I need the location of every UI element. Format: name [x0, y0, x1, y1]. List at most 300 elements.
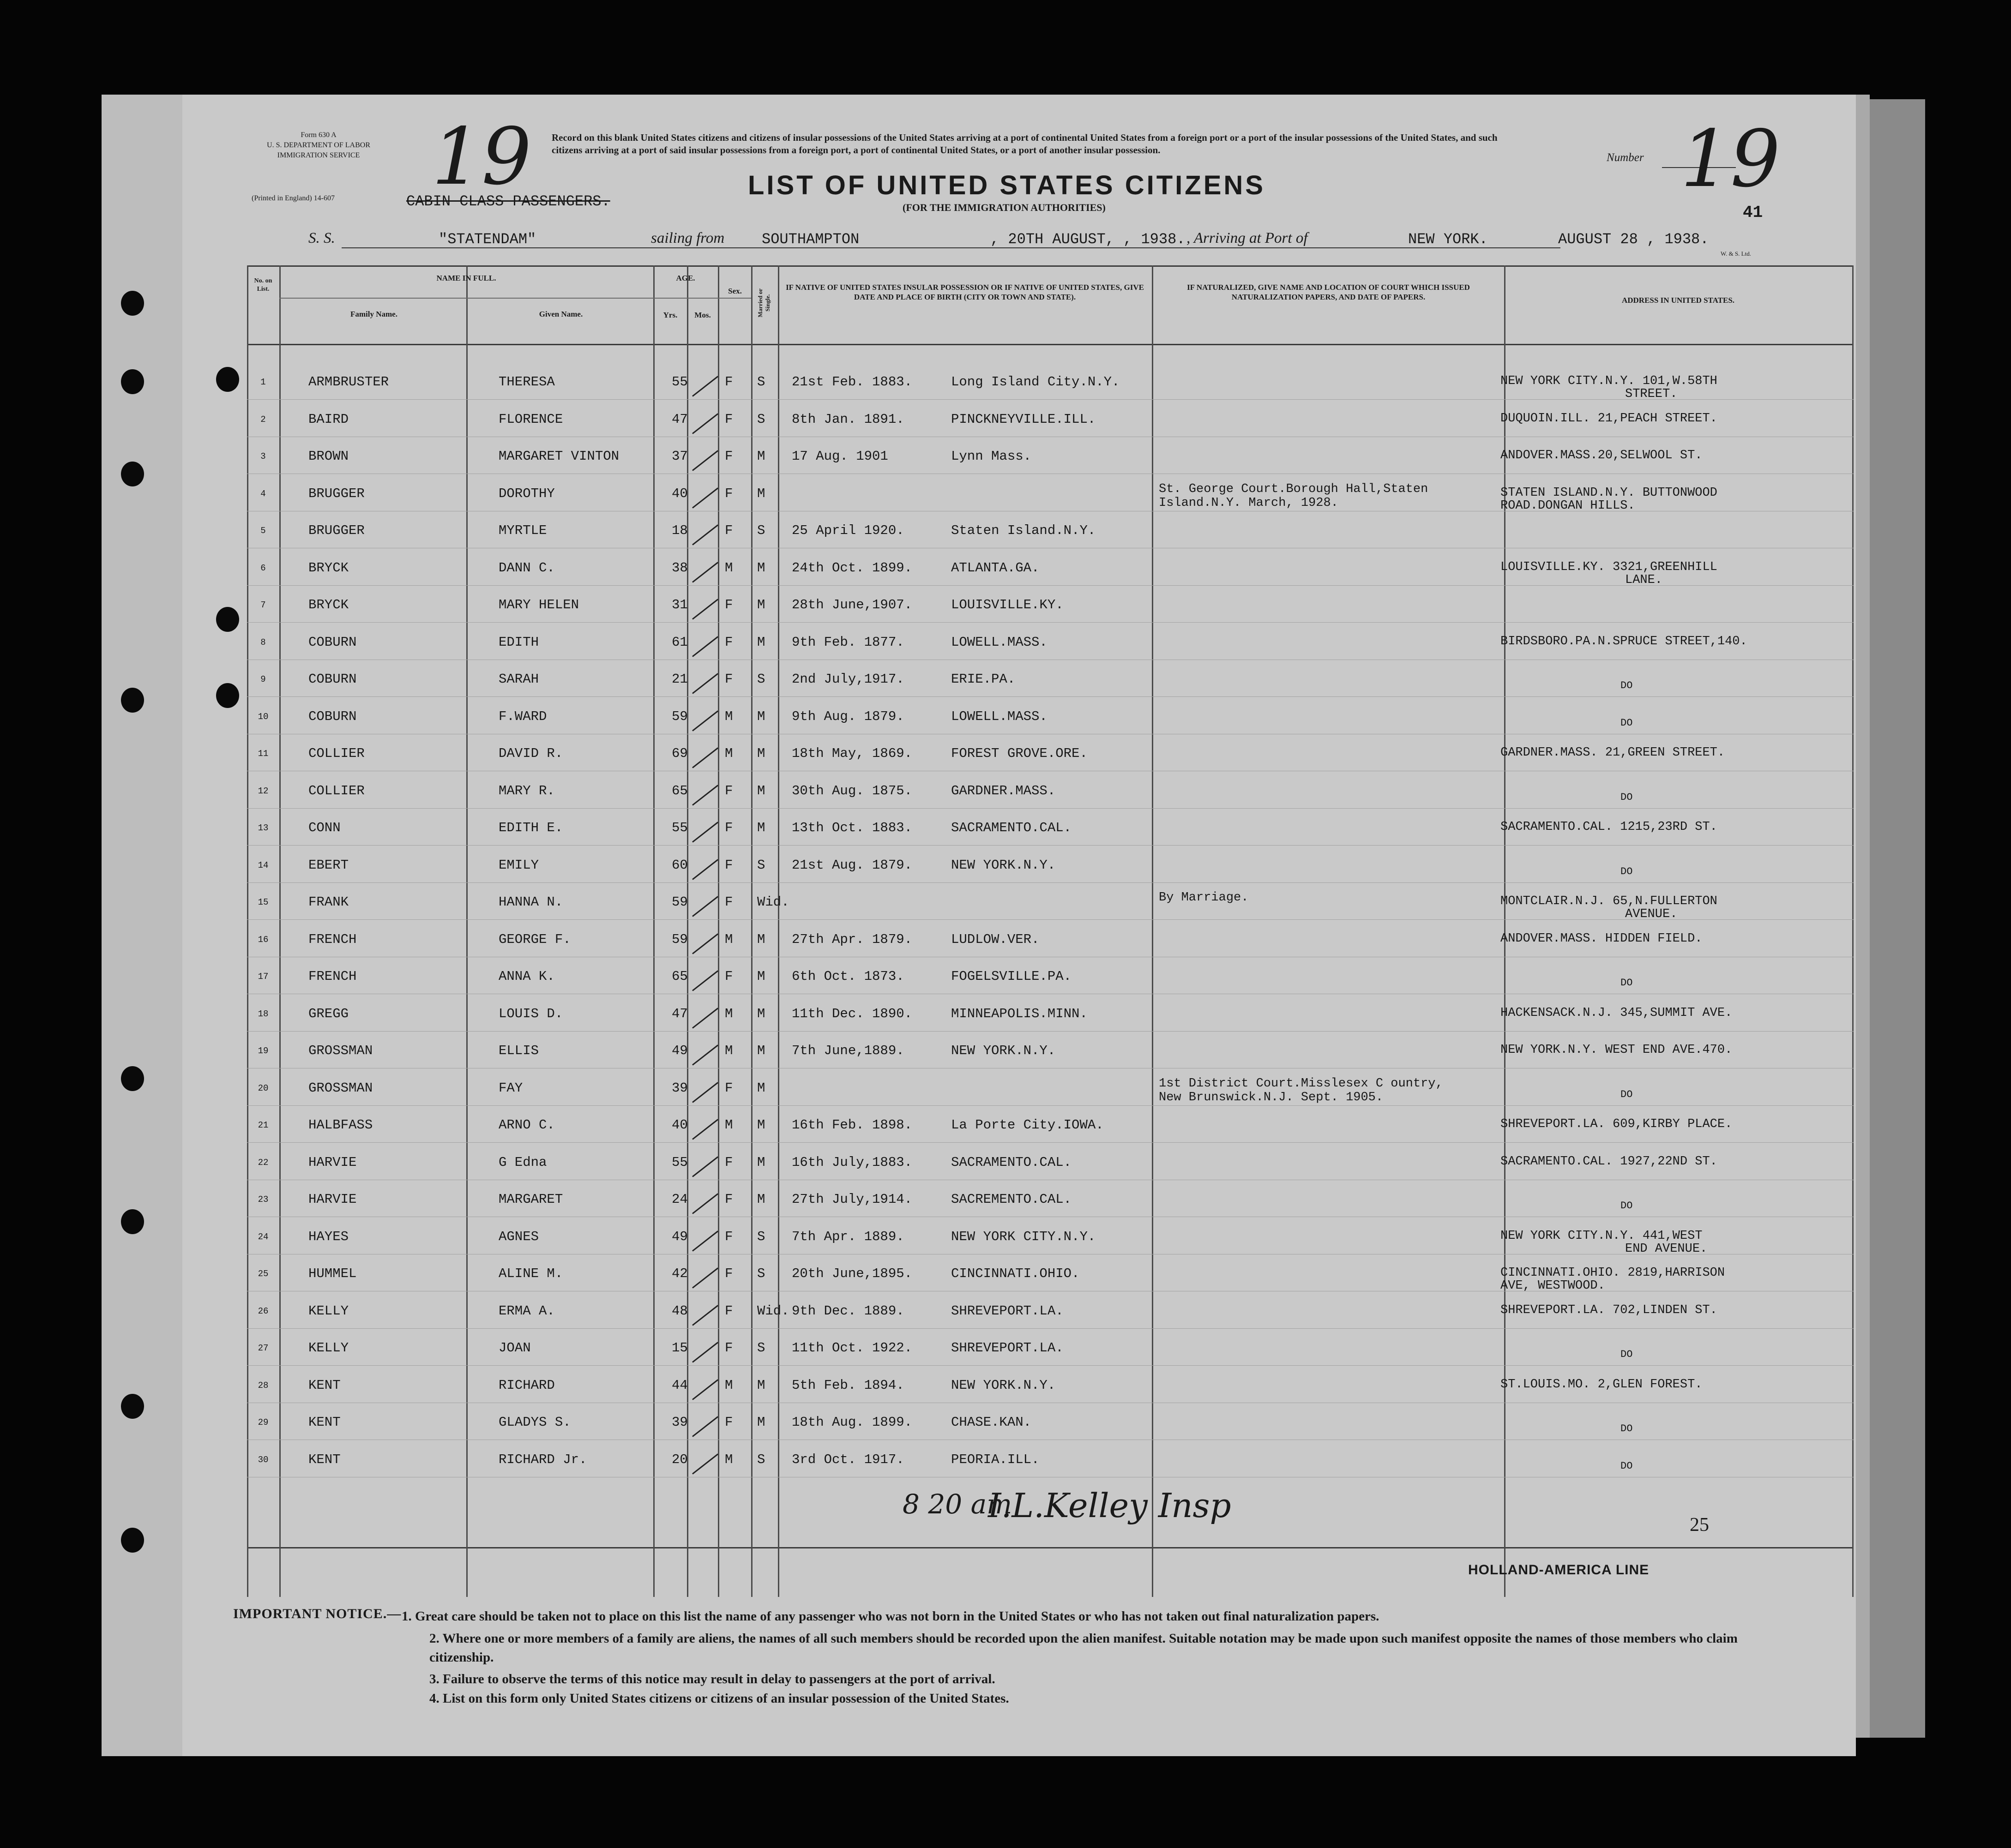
marital-status: M	[757, 1415, 765, 1430]
family-name: KELLY	[308, 1303, 349, 1319]
row-number: 17	[258, 972, 269, 982]
notice-2: 2. Where one or more members of a family are aliens, the names of all such members should be recorded upon the alien manifest. Suitable notation may be made upon such manifest opposite the names of those members who claim citizenship.	[429, 1631, 1738, 1665]
age-years: 55	[672, 374, 688, 390]
birth-date: 25 April 1920.	[792, 523, 904, 538]
marital-status: M	[757, 708, 765, 724]
birth-date: 5th Feb. 1894.	[792, 1377, 904, 1393]
birth-place: LOUISVILLE.KY.	[951, 597, 1064, 612]
family-name: COBURN	[308, 672, 357, 687]
given-name: SARAH	[499, 672, 539, 687]
notice-3: 3. Failure to observe the terms of this notice may result in delay to passengers at the port of arrival.	[429, 1672, 995, 1686]
sex: F	[725, 1229, 733, 1244]
birth-date: 16th Feb. 1898.	[792, 1117, 913, 1133]
address-line-1: CINCINNATI.OHIO. 2819,HARRISON	[1500, 1266, 1725, 1280]
column-divider	[1852, 265, 1854, 1597]
row-number: 29	[258, 1417, 269, 1428]
row-number: 27	[258, 1343, 269, 1353]
page-number: 25	[1690, 1514, 1709, 1536]
age-years: 42	[672, 1266, 688, 1281]
age-years: 38	[672, 560, 688, 576]
row-number: 28	[258, 1380, 269, 1391]
address-line-1: GARDNER.MASS. 21,GREEN STREET.	[1500, 746, 1725, 760]
given-name: LOUIS D.	[499, 1006, 563, 1021]
row-rule	[247, 399, 1854, 400]
row-number: 20	[258, 1083, 269, 1093]
instruction-text: Record on this blank United States citizens and citizens of insular possessions of the United States arriving at a port of continental United States from a foreign port or a port of the insular possessions of the United States, and such citizens arriving at a port of said insular possessions from a foreign port, a port of continental United States, or a port of another insular possession.	[552, 132, 1498, 156]
address-line-1: DO	[1620, 791, 1633, 803]
row-number: 24	[258, 1231, 269, 1242]
number-handwritten: 19	[1680, 114, 1781, 205]
inspector-signature: I.L.Kelley Insp	[988, 1486, 1231, 1525]
family-name: KENT	[308, 1415, 341, 1430]
family-name: BAIRD	[308, 411, 349, 427]
sex: F	[725, 523, 733, 538]
row-number: 11	[258, 749, 269, 759]
naturalization-date: Island.N.Y. March, 1928.	[1159, 496, 1338, 510]
birth-date: 11th Oct. 1922.	[792, 1340, 913, 1356]
sex: F	[725, 1192, 733, 1207]
address-line-1: ANDOVER.MASS.20,SELWOOL ST.	[1500, 449, 1703, 462]
address-line-2: END AVENUE.	[1625, 1242, 1708, 1256]
birth-place: MINNEAPOLIS.MINN.	[951, 1006, 1088, 1021]
given-name: MARY HELEN	[499, 597, 579, 612]
family-name: HUMMEL	[308, 1266, 357, 1281]
address-line-2: AVE, WESTWOOD.	[1500, 1279, 1605, 1293]
naturalization-date: New Brunswick.N.J. Sept. 1905.	[1159, 1090, 1384, 1104]
given-name: ARNO C.	[499, 1117, 555, 1133]
birth-place: CHASE.KAN.	[951, 1415, 1032, 1430]
address-line-1: BIRDSBORO.PA.N.SPRUCE STREET,140.	[1500, 634, 1747, 648]
age-years: 39	[672, 1415, 688, 1430]
birth-date: 30th Aug. 1875.	[792, 783, 913, 798]
birth-date: 3rd Oct. 1917.	[792, 1452, 904, 1467]
address-line-1: SHREVEPORT.LA. 702,LINDEN ST.	[1500, 1303, 1717, 1317]
birth-place: FOGELSVILLE.PA.	[951, 969, 1072, 984]
address-line-1: DO	[1620, 1200, 1633, 1212]
birth-date: 18th May, 1869.	[792, 746, 913, 761]
birth-place: SACREMENTO.CAL.	[951, 1192, 1072, 1207]
birth-date: 16th July,1883.	[792, 1154, 913, 1170]
arriving-label: , Arriving at Port of	[1186, 230, 1308, 246]
sex: F	[725, 783, 733, 798]
address-line-1: DO	[1620, 865, 1633, 877]
binding-strip	[102, 95, 182, 1756]
family-name: FRENCH	[308, 931, 357, 947]
given-name: EDITH	[499, 634, 539, 650]
row-rule	[247, 808, 1854, 809]
marital-status: M	[757, 1080, 765, 1096]
birth-place: SHREVEPORT.LA.	[951, 1340, 1064, 1356]
birth-date: 18th Aug. 1899.	[792, 1415, 913, 1430]
age-years: 37	[672, 449, 688, 464]
col-header-yrs: Yrs.	[663, 311, 678, 319]
row-number: 30	[258, 1454, 269, 1465]
given-name: ELLIS	[499, 1043, 539, 1058]
sex: F	[725, 449, 733, 464]
address-line-1: DO	[1620, 977, 1633, 989]
row-number: 13	[258, 823, 269, 833]
given-name: ANNA K.	[499, 969, 555, 984]
given-name: MARY R.	[499, 783, 555, 798]
birth-place: ERIE.PA.	[951, 672, 1016, 687]
address-line-1: NEW YORK CITY.N.Y. 101,W.58TH	[1500, 374, 1717, 388]
address-line-1: STATEN ISLAND.N.Y. BUTTONWOOD	[1500, 486, 1717, 500]
table-top-border	[247, 265, 1854, 267]
row-number: 21	[258, 1120, 269, 1130]
age-years: 39	[672, 1080, 688, 1096]
age-years: 69	[672, 746, 688, 761]
sex: F	[725, 894, 733, 910]
birth-place: FOREST GROVE.ORE.	[951, 746, 1088, 761]
sex: M	[725, 560, 733, 576]
printed-note: (Printed in England) 14-607	[252, 194, 335, 202]
given-name: EMILY	[499, 857, 539, 873]
number-label: Number	[1607, 151, 1644, 164]
address-line-1: DO	[1620, 1088, 1633, 1100]
row-rule	[247, 882, 1854, 883]
birth-date: 24th Oct. 1899.	[792, 560, 913, 576]
address-line-1: DO	[1620, 1423, 1633, 1434]
ship-name: "STATENDAM"	[439, 231, 536, 248]
address-line-1: ANDOVER.MASS. HIDDEN FIELD.	[1500, 931, 1703, 946]
given-name: RICHARD	[499, 1377, 555, 1393]
age-years: 65	[672, 783, 688, 798]
marital-status: Wid.	[757, 894, 789, 910]
address-line-1: LOUISVILLE.KY. 3321,GREENHILL	[1500, 560, 1717, 574]
notice-label: IMPORTANT NOTICE.—	[233, 1606, 402, 1621]
column-divider	[1152, 265, 1153, 1597]
birth-date: 7th Apr. 1889.	[792, 1229, 904, 1244]
marital-status: S	[757, 1452, 765, 1467]
table-header-border	[247, 344, 1854, 345]
marital-status: M	[757, 1154, 765, 1170]
marital-status: Wid.	[757, 1303, 789, 1319]
address-line-1: NEW YORK.N.Y. WEST END AVE.470.	[1500, 1043, 1733, 1057]
binder-hole	[121, 1394, 144, 1419]
service: IMMIGRATION SERVICE	[277, 151, 360, 159]
birth-date: 27th July,1914.	[792, 1192, 913, 1207]
row-number: 3	[260, 451, 266, 462]
marital-status: M	[757, 820, 765, 835]
family-name: GROSSMAN	[308, 1080, 373, 1096]
column-divider	[751, 265, 753, 1597]
age-years: 65	[672, 969, 688, 984]
page-subtitle: (FOR THE IMMIGRATION AUTHORITIES)	[903, 202, 1106, 213]
sex: F	[725, 411, 733, 427]
binder-hole	[121, 291, 144, 316]
row-number: 6	[260, 563, 266, 573]
page-stamp: 41	[1743, 203, 1763, 222]
given-name: MARGARET VINTON	[499, 449, 620, 464]
birth-date: 8th Jan. 1891.	[792, 411, 904, 427]
age-years: 59	[672, 894, 688, 910]
column-divider	[718, 265, 719, 1597]
col-header-sex: Sex.	[728, 287, 742, 295]
row-number: 5	[260, 526, 266, 536]
binder-hole	[121, 1528, 144, 1553]
sex: F	[725, 820, 733, 835]
time-note-handwritten: 8 20 am	[903, 1488, 1012, 1520]
birth-date: 13th Oct. 1883.	[792, 820, 913, 835]
family-name: HARVIE	[308, 1154, 357, 1170]
age-years: 18	[672, 523, 688, 538]
birth-place: SACRAMENTO.CAL.	[951, 1154, 1072, 1170]
naturalization-court: 1st District Court.Misslesex C ountry,	[1159, 1076, 1443, 1091]
address-line-2: STREET.	[1625, 387, 1678, 401]
row-rule	[247, 622, 1854, 623]
marital-status: M	[757, 1006, 765, 1021]
row-number: 14	[258, 860, 269, 870]
family-name: GROSSMAN	[308, 1043, 373, 1058]
given-name: THERESA	[499, 374, 555, 390]
birth-place: NEW YORK.N.Y.	[951, 1377, 1056, 1393]
page-title: LIST OF UNITED STATES CITIZENS	[748, 170, 1265, 200]
family-name: GREGG	[308, 1006, 349, 1021]
shipping-line: HOLLAND-AMERICA LINE	[1468, 1562, 1650, 1578]
row-rule	[247, 1328, 1854, 1329]
birth-date: 6th Oct. 1873.	[792, 969, 904, 984]
column-divider	[778, 265, 779, 1597]
column-divider	[466, 265, 468, 1597]
row-number: 22	[258, 1157, 269, 1168]
family-name: BRYCK	[308, 597, 349, 612]
sex: F	[725, 597, 733, 612]
age-years: 49	[672, 1229, 688, 1244]
sex: M	[725, 1117, 733, 1133]
age-years: 59	[672, 708, 688, 724]
row-number: 19	[258, 1046, 269, 1056]
family-name: KENT	[308, 1452, 341, 1467]
address-line-1: DUQUOIN.ILL. 21,PEACH STREET.	[1500, 411, 1717, 426]
sheet-number-handwritten: 19	[432, 111, 532, 203]
row-number: 26	[258, 1306, 269, 1316]
row-number: 7	[260, 600, 266, 610]
marital-status: S	[757, 1266, 765, 1281]
sex: F	[725, 1415, 733, 1430]
family-name: BRUGGER	[308, 486, 365, 501]
family-name: HAYES	[308, 1229, 349, 1244]
binder-hole	[121, 369, 144, 394]
col-header-family: Family Name.	[350, 310, 397, 318]
address-line-2: ROAD.DONGAN HILLS.	[1500, 498, 1635, 513]
family-name: HALBFASS	[308, 1117, 373, 1133]
row-rule	[247, 1365, 1854, 1366]
birth-place: La Porte City.IOWA.	[951, 1117, 1104, 1133]
marital-status: M	[757, 560, 765, 576]
row-rule	[247, 696, 1854, 697]
marital-status: S	[757, 1229, 765, 1244]
marital-status: S	[757, 374, 765, 390]
address-line-1: DO	[1620, 680, 1633, 691]
birth-place: CINCINNATI.OHIO.	[951, 1266, 1080, 1281]
marital-status: M	[757, 969, 765, 984]
age-years: 20	[672, 1452, 688, 1467]
age-years: 44	[672, 1377, 688, 1393]
sex: F	[725, 486, 733, 501]
age-years: 21	[672, 672, 688, 687]
birth-place: NEW YORK.N.Y.	[951, 1043, 1056, 1058]
given-name: MYRTLE	[499, 523, 547, 538]
birth-place: NEW YORK.N.Y.	[951, 857, 1056, 873]
column-divider	[247, 265, 248, 1597]
address-line-1: SACRAMENTO.CAL. 1927,22ND ST.	[1500, 1154, 1717, 1169]
age-years: 60	[672, 857, 688, 873]
address-line-1: ST.LOUIS.MO. 2,GLEN FOREST.	[1500, 1377, 1703, 1392]
sex: F	[725, 1303, 733, 1319]
sex: F	[725, 1080, 733, 1096]
age-years: 31	[672, 597, 688, 612]
address-line-1: NEW YORK CITY.N.Y. 441,WEST	[1500, 1229, 1703, 1243]
marital-status: M	[757, 746, 765, 761]
given-name: HANNA N.	[499, 894, 563, 910]
age-years: 47	[672, 411, 688, 427]
sex: M	[725, 1452, 733, 1467]
sex: M	[725, 1377, 733, 1393]
given-name: FAY	[499, 1080, 523, 1096]
birth-date: 9th Dec. 1889.	[792, 1303, 904, 1319]
row-number: 10	[258, 711, 269, 722]
marital-status: M	[757, 1117, 765, 1133]
sex: M	[725, 1043, 733, 1058]
age-years: 48	[672, 1303, 688, 1319]
marital-status: M	[757, 1192, 765, 1207]
given-name: AGNES	[499, 1229, 539, 1244]
binder-hole	[121, 1209, 144, 1234]
col-header-address: ADDRESS IN UNITED STATES.	[1621, 296, 1735, 305]
birth-date: 20th June,1895.	[792, 1266, 913, 1281]
address-line-1: MONTCLAIR.N.J. 65,N.FULLERTON	[1500, 894, 1717, 908]
age-years: 61	[672, 634, 688, 650]
birth-date: 9th Feb. 1877.	[792, 634, 904, 650]
row-number: 18	[258, 1008, 269, 1019]
col-header-no: No. on List.	[254, 277, 272, 293]
family-name: CONN	[308, 820, 341, 835]
family-name: COBURN	[308, 634, 357, 650]
naturalization-court: St. George Court.Borough Hall,Staten	[1159, 482, 1428, 496]
sex: M	[725, 1006, 733, 1021]
sex: F	[725, 969, 733, 984]
age-years: 55	[672, 820, 688, 835]
from-port: SOUTHAMPTON	[762, 231, 860, 248]
family-name: FRANK	[308, 894, 349, 910]
form-number: Form 630 A	[301, 131, 337, 139]
row-rule	[247, 845, 1854, 846]
birth-place: PINCKNEYVILLE.ILL.	[951, 411, 1096, 427]
col-header-mos: Mos.	[694, 311, 711, 319]
marital-status: S	[757, 411, 765, 427]
age-years: 59	[672, 931, 688, 947]
birth-date: 27th Apr. 1879.	[792, 931, 913, 947]
sex: M	[725, 746, 733, 761]
address-line-1: DO	[1620, 1460, 1633, 1472]
binder-hole	[216, 367, 239, 392]
address-line-1: SHREVEPORT.LA. 609,KIRBY PLACE.	[1500, 1117, 1733, 1131]
given-name: DANN C.	[499, 560, 555, 576]
naturalization-court: By Marriage.	[1159, 891, 1249, 905]
col-header-birth: IF NATIVE OF UNITED STATES INSULAR POSSESSION OR IF NATIVE OF UNITED STATES, GIVE DATE AND PLACE OF BIRTH (CITY OR TOWN AND STATE).	[786, 283, 1144, 302]
family-name: COLLIER	[308, 746, 365, 761]
birth-place: SACRAMENTO.CAL.	[951, 820, 1072, 835]
column-divider	[687, 265, 688, 1597]
department: U. S. DEPARTMENT OF LABOR	[267, 141, 370, 149]
marital-status: M	[757, 597, 765, 612]
row-number: 25	[258, 1269, 269, 1279]
family-name: HARVIE	[308, 1192, 357, 1207]
row-rule	[247, 1105, 1854, 1106]
birth-place: Long Island City.N.Y.	[951, 374, 1120, 390]
family-name: COBURN	[308, 708, 357, 724]
binder-hole	[121, 1066, 144, 1091]
row-number: 12	[258, 786, 269, 796]
row-number: 23	[258, 1194, 269, 1205]
col-header-married: Married or Single.	[756, 288, 771, 318]
birth-place: Lynn Mass.	[951, 449, 1032, 464]
age-years: 49	[672, 1043, 688, 1058]
row-number: 1	[260, 377, 266, 387]
column-divider	[279, 265, 281, 1597]
age-years: 40	[672, 486, 688, 501]
class-label: CABIN CLASS PASSENGERS.	[406, 193, 610, 210]
family-name: EBERT	[308, 857, 349, 873]
row-rule	[247, 919, 1854, 920]
birth-place: NEW YORK CITY.N.Y.	[951, 1229, 1096, 1244]
sex: F	[725, 1266, 733, 1281]
table-bottom-border	[247, 1547, 1854, 1548]
notice-1: 1. Great care should be taken not to place on this list the name of any passenger who was not born in the United States or who has not taken out final naturalization papers.	[402, 1609, 1379, 1624]
row-number: 4	[260, 488, 266, 499]
birth-place: SHREVEPORT.LA.	[951, 1303, 1064, 1319]
arrive-date: AUGUST 28 , 1938.	[1558, 231, 1709, 248]
row-number: 15	[258, 897, 269, 907]
marital-status: M	[757, 1043, 765, 1058]
marital-status: S	[757, 672, 765, 687]
given-name: GEORGE F.	[499, 931, 571, 947]
birth-place: GARDNER.MASS.	[951, 783, 1056, 798]
birth-place: ATLANTA.GA.	[951, 560, 1040, 576]
family-name: BROWN	[308, 449, 349, 464]
row-rule	[247, 1031, 1854, 1032]
age-years: 15	[672, 1340, 688, 1356]
sex: M	[725, 931, 733, 947]
sex: F	[725, 1340, 733, 1356]
given-name: DAVID R.	[499, 746, 563, 761]
col-header-given: Given Name.	[539, 310, 583, 318]
row-number: 2	[260, 414, 266, 425]
address-line-1: SACRAMENTO.CAL. 1215,23RD ST.	[1500, 820, 1717, 834]
given-name: F.WARD	[499, 708, 547, 724]
birth-place: Staten Island.N.Y.	[951, 523, 1096, 538]
age-years: 47	[672, 1006, 688, 1021]
given-name: G Edna	[499, 1154, 547, 1170]
birth-date: 17 Aug. 1901	[792, 449, 888, 464]
row-rule	[247, 1142, 1854, 1143]
sail-date: , 20TH AUGUST, , 1938.	[990, 231, 1186, 248]
birth-date: 11th Dec. 1890.	[792, 1006, 913, 1021]
family-name: BRYCK	[308, 560, 349, 576]
sex: F	[725, 374, 733, 390]
printer-mark: W. & S. Ltd.	[1721, 250, 1751, 257]
marital-status: S	[757, 523, 765, 538]
birth-place: PEORIA.ILL.	[951, 1452, 1040, 1467]
row-number: 9	[260, 674, 266, 684]
binder-hole	[216, 607, 239, 632]
row-rule	[247, 585, 1854, 586]
birth-place: LOWELL.MASS.	[951, 634, 1048, 650]
address-line-1: HACKENSACK.N.J. 345,SUMMIT AVE.	[1500, 1006, 1733, 1020]
family-name: KELLY	[308, 1340, 349, 1356]
row-number: 16	[258, 934, 269, 945]
family-name: ARMBRUSTER	[308, 374, 389, 390]
